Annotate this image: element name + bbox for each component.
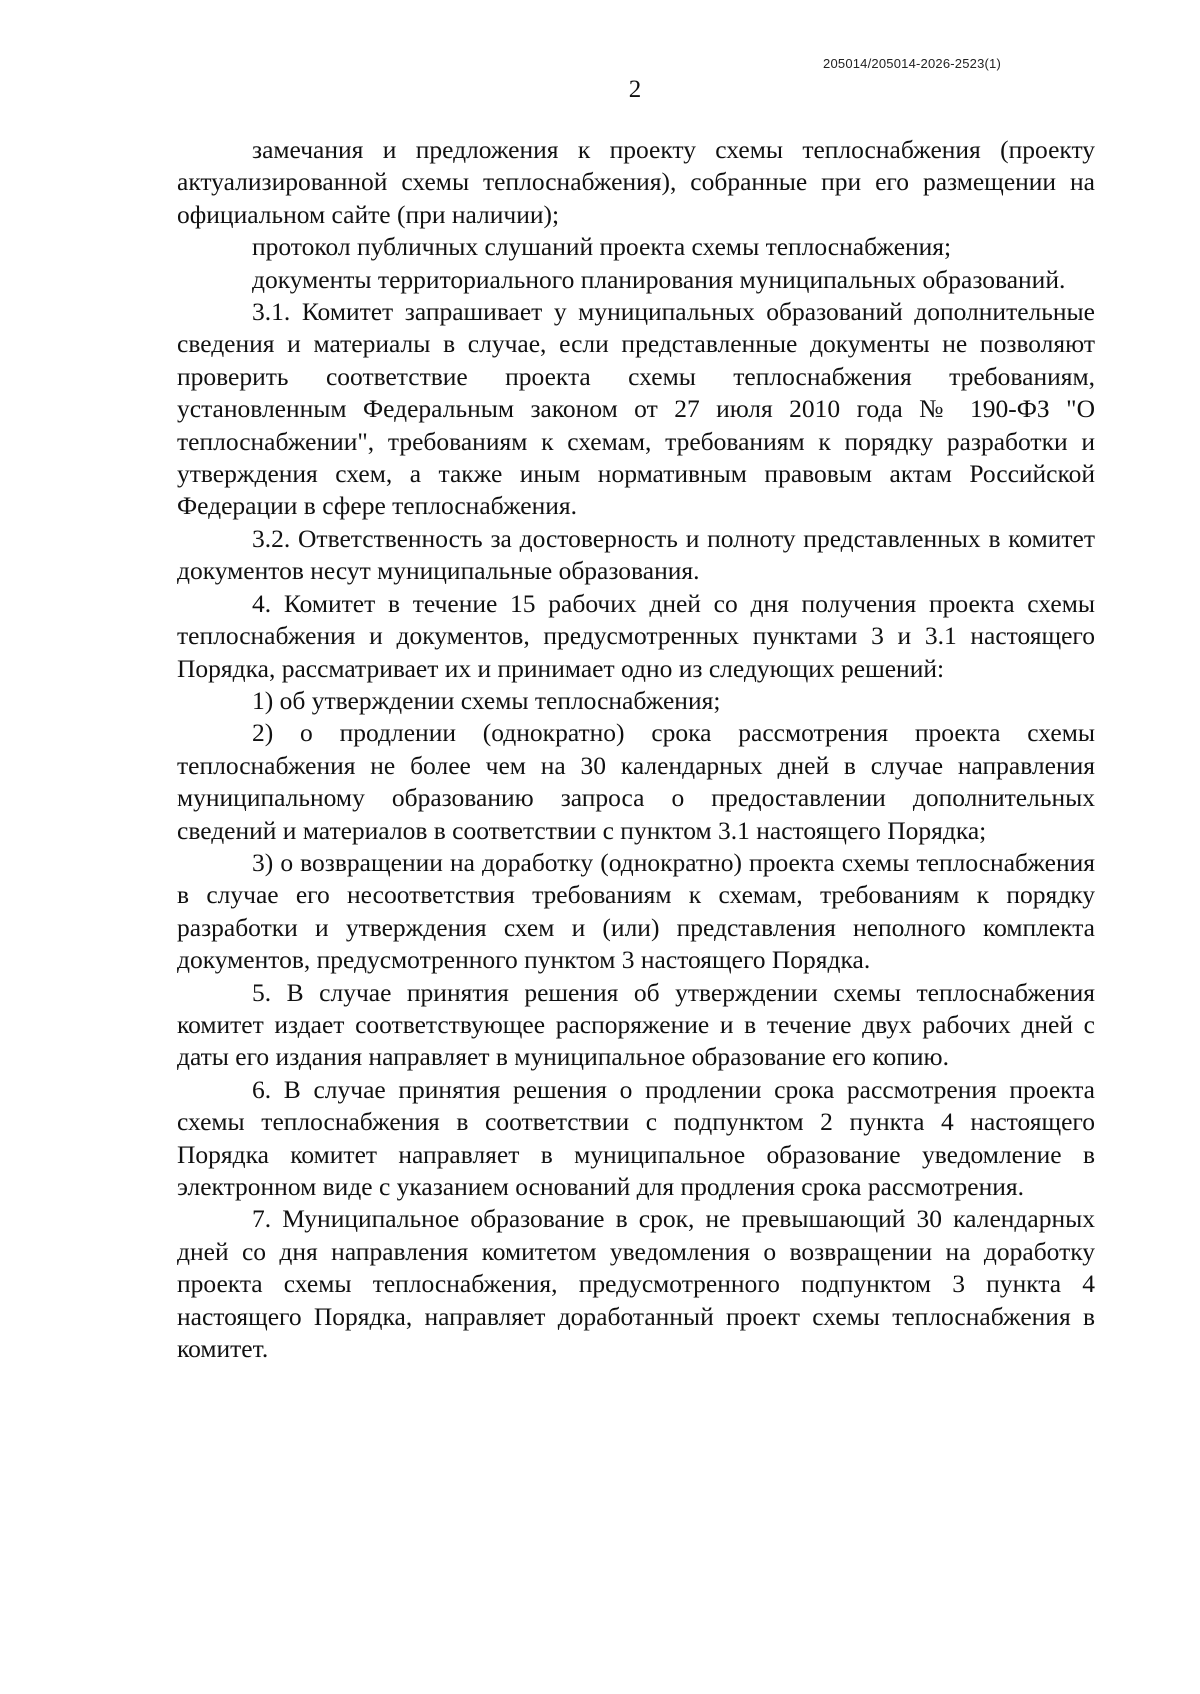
paragraph-5: 5. В случае принятия решения об утверждении схемы теплоснабжения комитет издает соответствующее распоряжение и в течение двух рабочих дней с даты его издания направляет в муниципальное образование его копию. — [177, 977, 1095, 1072]
paragraph-7: 7. Муниципальное образование в срок, не превышающий 30 календарных дней со дня направления комитетом уведомления о возвращении на доработку проекта схемы теплоснабжения, предусмотренного подпунктом 3 пункта 4 настоящего Порядка, направляет доработанный проект схемы теплоснабжения в комитет. — [177, 1204, 1095, 1364]
document-id: 205014/205014-2026-2523(1) — [823, 56, 1001, 71]
paragraph-4-2: 2) о продлении (однократно) срока рассмотрения проекта схемы теплоснабжения не более чем на 30 календарных дней в случае направления муниципальному образованию запроса о предоставлении дополнительных сведений и материалов в соответствии с пунктом 3.1 настоящего Порядка; — [177, 718, 1095, 845]
paragraph-remarks: замечания и предложения к проекту схемы теплоснабжения (проекту актуализированной схемы теплоснабжения), собранные при его размещении на официальном сайте (при наличии); — [177, 135, 1095, 229]
paragraph-4-1: 1) об утверждении схемы теплоснабжения; — [252, 685, 721, 715]
document-body — [177, 134, 1095, 1365]
paragraph-3-2: 3.2. Ответственность за достоверность и полноту представленных в комитет документов несут муниципальные образования. — [177, 523, 1095, 586]
paragraph-4-3: 3) о возвращении на доработку (однократно) проекта схемы теплоснабжения в случае его несоответствия требованиям к схемам, требованиям к порядку разработки и утверждения схем и (или) представления неполного комплекта документов, предусмотренного пунктом 3 настоящего Порядка. — [177, 847, 1095, 975]
paragraph-planning-documents: документы территориального планирования муниципальных образований. — [252, 264, 1066, 294]
paragraph-6: 6. В случае принятия решения о продлении срока рассмотрения проекта схемы теплоснабжения в соответствии с подпунктом 2 пункта 4 настоящего Порядка комитет направляет в муниципальное образование уведомление в электронном виде с указанием оснований для продления срока рассмотрения. — [177, 1074, 1095, 1201]
paragraph-4: 4. Комитет в течение 15 рабочих дней со дня получения проекта схемы теплоснабжения и документов, предусмотренных пунктами 3 и 3.1 настоящего Порядка, рассматривает их и принимает одно из следующих решений: — [177, 588, 1095, 683]
paragraph-hearings-protocol: протокол публичных слушаний проекта схемы теплоснабжения; — [252, 232, 952, 262]
page-number: 2 — [628, 76, 642, 103]
paragraph-3-1: 3.1. Комитет запрашивает у муниципальных образований дополнительные сведения и материалы в случае, если представленные документы не позволяют проверить соответствие проекта схемы теплоснабжения требованиям, установленным Федеральным законом от 27 июля 2010 года № 190-ФЗ "О теплоснабжении", требованиям к схемам, требованиям к порядку разработки и утверждения схем, а также иным нормативным правовым актам Российской Федерации в сфере теплоснабжения. — [177, 297, 1095, 521]
